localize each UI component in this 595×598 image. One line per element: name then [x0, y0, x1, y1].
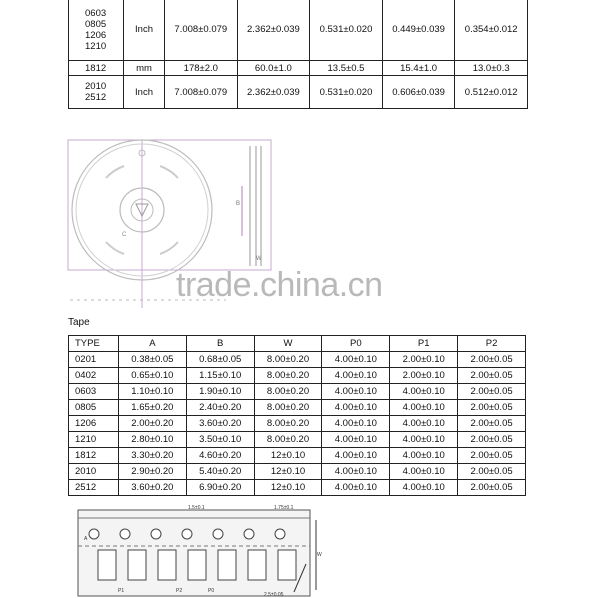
column-header: W: [254, 336, 322, 352]
sprocket-hole: [244, 529, 254, 539]
value-cell: 4.00±0.10: [322, 384, 390, 400]
type-cell: 2010: [69, 464, 119, 480]
value-cell: 2.00±0.05: [458, 480, 526, 496]
value-cell: 2.00±0.05: [458, 352, 526, 368]
value-cell: 3.60±0.20: [118, 480, 186, 496]
reel-window: [160, 242, 178, 254]
size-label: 1206: [85, 29, 107, 41]
value-cell: 12±0.10: [254, 464, 322, 480]
table-row: [69, 76, 528, 109]
table-row: [69, 368, 526, 384]
value-cell: 2.00±0.05: [458, 464, 526, 480]
component-pockets: [98, 550, 296, 580]
type-cell: 0402: [69, 368, 119, 384]
column-header: P1: [390, 336, 458, 352]
size-label: 2010: [85, 81, 107, 92]
dimension-label: A: [84, 536, 88, 542]
value-cell: 1.10±0.10: [118, 384, 186, 400]
size-label: 2512: [85, 92, 107, 103]
column-header: B: [186, 336, 254, 352]
value-cell: 4.00±0.10: [390, 432, 458, 448]
component-pocket: [128, 550, 146, 580]
column-header: TYPE: [69, 336, 119, 352]
value-cell: 4.00±0.10: [390, 400, 458, 416]
value-cell: 4.00±0.10: [322, 464, 390, 480]
value-cell: 4.60±0.20: [186, 448, 254, 464]
size-label: 0603: [85, 7, 107, 19]
value-cell: 3.30±0.20: [118, 448, 186, 464]
watermark: trade.china.cn: [176, 266, 383, 304]
value-cell: 4.00±0.10: [390, 480, 458, 496]
table-row: [69, 61, 528, 76]
value-cell: 13.5±0.5: [310, 61, 383, 76]
tape-table-body: [69, 352, 526, 496]
value-cell: 4.00±0.10: [390, 448, 458, 464]
value-cell: 7.008±0.079: [165, 76, 238, 109]
value-cell: 2.00±0.05: [458, 448, 526, 464]
table-row: [69, 480, 526, 496]
reel-window: [106, 242, 124, 254]
dimension-label: 2.5±0.05: [264, 592, 284, 598]
value-cell: 2.362±0.039: [237, 0, 310, 61]
unit-cell: Inch: [124, 76, 165, 109]
size-label: 1210: [85, 40, 107, 52]
type-cell: 1206: [69, 416, 119, 432]
component-pocket: [98, 550, 116, 580]
sprocket-hole: [182, 529, 192, 539]
value-cell: 4.00±0.10: [322, 368, 390, 384]
value-cell: 5.40±0.20: [186, 464, 254, 480]
tape-side-diagram: [264, 500, 326, 598]
value-cell: 2.00±0.05: [458, 416, 526, 432]
value-cell: 4.00±0.10: [322, 400, 390, 416]
value-cell: 0.531±0.020: [310, 0, 383, 61]
type-cell: 0201: [69, 352, 119, 368]
value-cell: 4.00±0.10: [322, 480, 390, 496]
type-cell: 2512: [69, 480, 119, 496]
value-cell: 0.512±0.012: [455, 76, 528, 109]
value-cell: 0.531±0.020: [310, 76, 383, 109]
value-cell: 6.90±0.20: [186, 480, 254, 496]
value-cell: 2.80±0.10: [118, 432, 186, 448]
value-cell: 8.00±0.20: [254, 352, 322, 368]
column-header: P0: [322, 336, 390, 352]
dimension-label: P0: [208, 588, 215, 594]
value-cell: 12±0.10: [254, 480, 322, 496]
dimension-label: P2: [176, 588, 183, 594]
table-row: [69, 0, 528, 61]
reel-window: [106, 166, 124, 178]
value-cell: 4.00±0.10: [390, 416, 458, 432]
table-row: [69, 448, 526, 464]
table-row: [69, 432, 526, 448]
value-cell: 4.00±0.10: [390, 384, 458, 400]
table-row: [69, 464, 526, 480]
value-cell: 4.00±0.10: [322, 448, 390, 464]
value-cell: 13.0±0.3: [455, 61, 528, 76]
value-cell: 2.00±0.05: [458, 432, 526, 448]
table-row: [69, 352, 526, 368]
component-pocket: [248, 550, 266, 580]
value-cell: 2.00±0.10: [390, 352, 458, 368]
sprocket-hole: [151, 529, 161, 539]
value-cell: 7.008±0.079: [165, 0, 238, 61]
value-cell: 8.00±0.20: [254, 416, 322, 432]
unit-cell: Inch: [124, 0, 165, 61]
value-cell: 4.00±0.10: [322, 352, 390, 368]
value-cell: 0.354±0.012: [455, 0, 528, 61]
value-cell: 3.50±0.10: [186, 432, 254, 448]
dimension-label: W: [256, 256, 262, 262]
dimension-label: 1.75±0.1: [274, 505, 294, 511]
value-cell: 0.38±0.05: [118, 352, 186, 368]
unit-cell: mm: [124, 61, 165, 76]
value-cell: 4.00±0.10: [322, 416, 390, 432]
value-cell: 8.00±0.20: [254, 384, 322, 400]
value-cell: 2.362±0.039: [237, 76, 310, 109]
table-header-row: [69, 336, 526, 352]
value-cell: 0.65±0.10: [118, 368, 186, 384]
dimension-label: C: [122, 232, 127, 238]
sprocket-hole: [275, 529, 285, 539]
table-row: [69, 400, 526, 416]
sprocket-hole: [89, 529, 99, 539]
sprocket-hole: [120, 529, 130, 539]
value-cell: 1.90±0.10: [186, 384, 254, 400]
dimension-label: P1: [118, 588, 125, 594]
leader-line: [294, 564, 306, 592]
value-cell: 2.00±0.05: [458, 384, 526, 400]
value-cell: 3.60±0.20: [186, 416, 254, 432]
value-cell: 8.00±0.20: [254, 432, 322, 448]
value-cell: 2.40±0.20: [186, 400, 254, 416]
reel-dimension-table: [68, 0, 528, 109]
reel-window: [160, 166, 178, 178]
value-cell: 8.00±0.20: [254, 400, 322, 416]
size-cell: [69, 0, 124, 61]
dimension-label: W: [317, 552, 322, 558]
tape-section-title: Tape: [68, 317, 90, 328]
value-cell: 2.00±0.10: [390, 368, 458, 384]
column-header: P2: [458, 336, 526, 352]
value-cell: 4.00±0.10: [322, 432, 390, 448]
size-cell: [69, 76, 124, 109]
value-cell: 1.15±0.10: [186, 368, 254, 384]
component-pocket: [188, 550, 206, 580]
table-row: [69, 384, 526, 400]
value-cell: 2.00±0.05: [458, 368, 526, 384]
value-cell: 2.90±0.20: [118, 464, 186, 480]
table-row: [69, 416, 526, 432]
value-cell: 0.606±0.039: [382, 76, 455, 109]
dimension-label: 1.5±0.1: [188, 505, 205, 511]
value-cell: 1.65±0.20: [118, 400, 186, 416]
size-cell: 1812: [69, 61, 124, 76]
value-cell: 60.0±1.0: [237, 61, 310, 76]
value-cell: 8.00±0.20: [254, 368, 322, 384]
sprocket-hole: [213, 529, 223, 539]
value-cell: 12±0.10: [254, 448, 322, 464]
value-cell: 0.449±0.039: [382, 0, 455, 61]
value-cell: 2.00±0.20: [118, 416, 186, 432]
value-cell: 15.4±1.0: [382, 61, 455, 76]
type-cell: 0603: [69, 384, 119, 400]
component-pocket: [158, 550, 176, 580]
value-cell: 4.00±0.10: [390, 464, 458, 480]
dimension-label: B: [236, 201, 241, 207]
size-label: 0805: [85, 18, 107, 30]
tape-dimension-table: [68, 335, 526, 496]
type-cell: 1812: [69, 448, 119, 464]
diagram-frame: [68, 140, 271, 270]
column-header: A: [118, 336, 186, 352]
value-cell: 0.68±0.05: [186, 352, 254, 368]
type-cell: 0805: [69, 400, 119, 416]
type-cell: 1210: [69, 432, 119, 448]
component-pocket: [218, 550, 236, 580]
value-cell: 178±2.0: [165, 61, 238, 76]
value-cell: 2.00±0.05: [458, 400, 526, 416]
